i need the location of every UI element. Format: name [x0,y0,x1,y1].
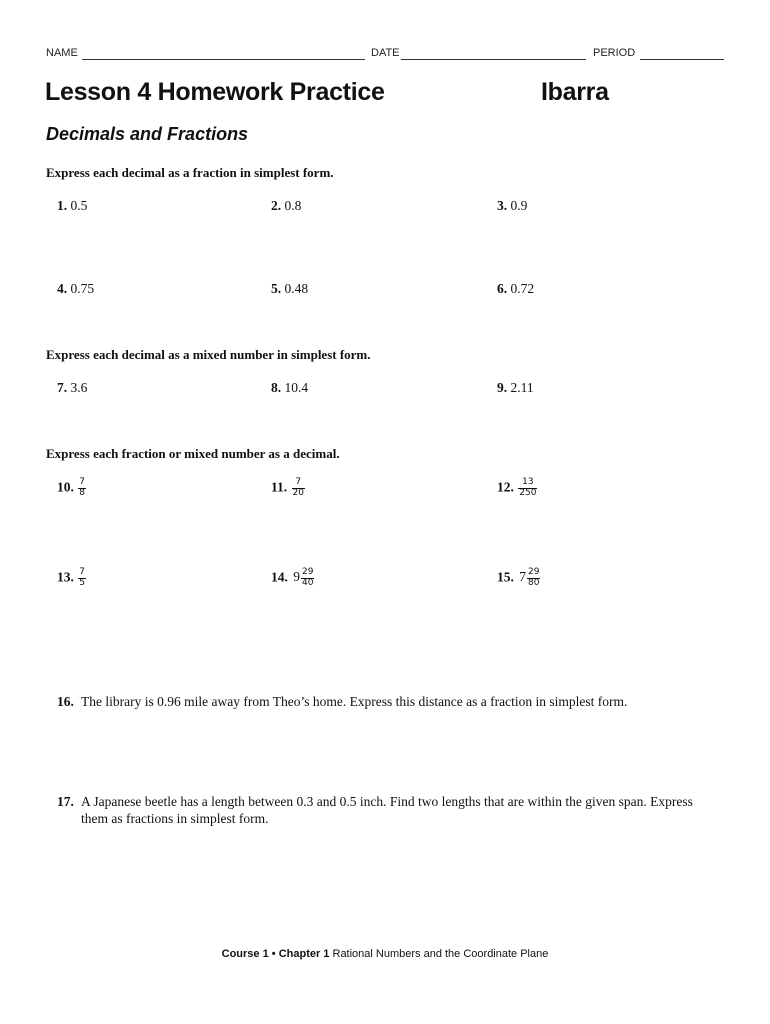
word-problem-17 [57,793,722,827]
fraction [527,568,540,589]
problem-12 [497,478,537,499]
problem-4 [57,281,94,297]
section-instruction: Express each fraction or mixed number as a decimal. [46,446,340,461]
denominator: 20 [292,487,304,498]
date-field[interactable] [401,59,586,60]
problem-7 [57,380,87,396]
problem-5 [271,281,308,297]
problem-value: 0.75 [70,281,95,296]
problem-14 [271,568,314,589]
problem-number: 11. [271,479,288,495]
page-footer [0,948,770,960]
numerator: 29 [302,567,314,577]
problem-number: 10. [57,479,74,495]
fraction [78,568,86,589]
footer-bullet: • [271,948,276,960]
date-label: DATE [371,47,400,59]
numerator: 29 [528,567,540,577]
footer-course: Course 1 [221,948,269,960]
page-title: Lesson 4 Homework Practice [45,78,385,106]
whole-number: 7 [519,569,526,585]
problem-number: 4. [57,281,68,296]
problem-number: 12. [497,479,514,495]
problem-9 [497,380,534,396]
author-name: Ibarra [541,78,609,106]
period-field[interactable] [640,59,724,60]
problem-value: 0.5 [70,198,88,213]
fraction [292,478,305,499]
problem-2 [271,198,301,214]
problem-6 [497,281,534,297]
problem-value: 0.48 [284,281,309,296]
problem-number: 7. [57,380,68,395]
word-problem-16 [57,693,717,710]
name-label: NAME [46,47,78,59]
problem-value: 10.4 [284,380,309,395]
denominator: 5 [79,577,85,588]
problem-text: A Japanese beetle has a length between 0.3 and 0.5 inch. Find two lengths that are within the given span. Express them as fractions in simplest form. [81,794,693,826]
problem-3 [497,198,527,214]
denominator: 8 [79,487,85,498]
numerator: 13 [522,477,534,487]
problem-8 [271,380,308,396]
problem-number: 8. [271,380,282,395]
problem-value: 3.6 [70,380,88,395]
fraction [518,478,537,499]
problem-text: The library is 0.96 mile away from Theo’s home. Express this distance as a fraction in simplest form. [81,694,628,709]
problem-15 [497,568,540,589]
problem-number: 15. [497,569,514,585]
footer-chapter-title: Rational Numbers and the Coordinate Plane [332,948,549,960]
page-subtitle: Decimals and Fractions [46,124,249,144]
problem-number: 5. [271,281,282,296]
footer-chapter: Chapter 1 [278,948,330,960]
problem-number: 1. [57,198,68,213]
problem-number: 13. [57,569,74,585]
whole-number: 9 [293,569,300,585]
problem-number: 14. [271,569,288,585]
denominator: 250 [519,487,537,498]
problem-number: 3. [497,198,508,213]
problem-value: 0.8 [284,198,302,213]
denominator: 80 [528,577,540,588]
problem-13 [57,568,86,589]
problem-number: 2. [271,198,282,213]
problem-11 [271,478,305,499]
problem-10 [57,478,86,499]
section-instruction: Express each decimal as a fraction in simplest form. [46,165,334,180]
fraction [301,568,314,589]
problem-number: 6. [497,281,508,296]
problem-value: 2.11 [510,380,534,395]
numerator: 7 [79,477,85,487]
fraction [78,478,86,499]
name-field[interactable] [82,59,365,60]
section-instruction: Express each decimal as a mixed number in simplest form. [46,347,371,362]
problem-value: 0.9 [510,198,528,213]
problem-number: 17. [57,794,74,809]
problem-1 [57,198,87,214]
problem-number: 16. [57,694,74,709]
period-label: PERIOD [593,47,636,59]
numerator: 7 [79,567,85,577]
problem-value: 0.72 [510,281,535,296]
numerator: 7 [295,477,302,487]
denominator: 40 [302,577,314,588]
problem-number: 9. [497,380,508,395]
